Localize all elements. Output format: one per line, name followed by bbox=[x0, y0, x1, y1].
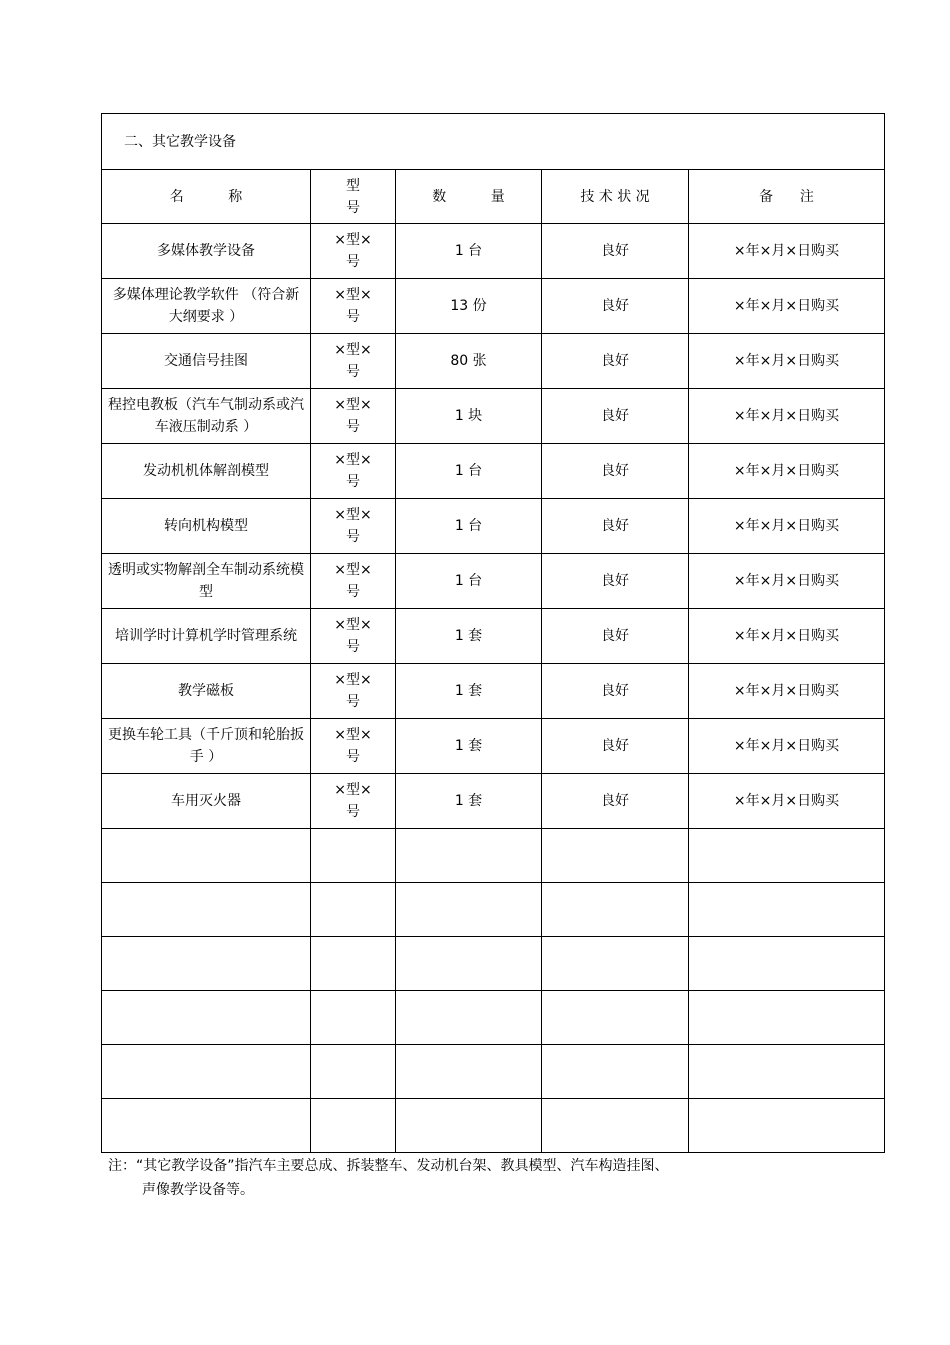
cell-quantity: 1 台 bbox=[396, 224, 542, 279]
cell-name: 发动机机体解剖模型 bbox=[102, 444, 311, 499]
cell-quantity: 13 份 bbox=[396, 279, 542, 334]
cell-name: 车用灭火器 bbox=[102, 774, 311, 829]
cell-status: 良好 bbox=[542, 389, 689, 444]
blank-cell bbox=[102, 991, 311, 1045]
section-title: 二、其它教学设备 bbox=[102, 114, 885, 170]
header-quantity: 数 量 bbox=[396, 170, 542, 224]
cell-model: ×型×号 bbox=[311, 279, 396, 334]
blank-cell bbox=[396, 829, 542, 883]
blank-cell bbox=[311, 1045, 396, 1099]
blank-cell bbox=[396, 1099, 542, 1153]
cell-model: ×型×号 bbox=[311, 774, 396, 829]
table-row bbox=[102, 664, 885, 719]
cell-quantity: 80 张 bbox=[396, 334, 542, 389]
footnote bbox=[108, 1154, 808, 1202]
cell-remark: ×年×月×日购买 bbox=[689, 334, 885, 389]
cell-remark: ×年×月×日购买 bbox=[689, 554, 885, 609]
cell-remark: ×年×月×日购买 bbox=[689, 774, 885, 829]
cell-name: 转向机构模型 bbox=[102, 499, 311, 554]
blank-cell bbox=[102, 1099, 311, 1153]
blank-cell bbox=[689, 883, 885, 937]
cell-status: 良好 bbox=[542, 664, 689, 719]
table-row bbox=[102, 279, 885, 334]
cell-name: 教学磁板 bbox=[102, 664, 311, 719]
blank-cell bbox=[689, 991, 885, 1045]
header-row bbox=[102, 170, 885, 224]
header-model-line2: 号 bbox=[346, 199, 360, 216]
table-row bbox=[102, 719, 885, 774]
blank-row bbox=[102, 829, 885, 883]
cell-remark: ×年×月×日购买 bbox=[689, 389, 885, 444]
cell-quantity: 1 套 bbox=[396, 719, 542, 774]
blank-cell bbox=[311, 1099, 396, 1153]
cell-status: 良好 bbox=[542, 444, 689, 499]
section-title-row bbox=[102, 114, 885, 170]
header-model bbox=[311, 170, 396, 224]
cell-quantity: 1 台 bbox=[396, 499, 542, 554]
footnote-line1: 注：“其它教学设备”指汽车主要总成、拆装整车、发动机台架、教具模型、汽车构造挂图、 bbox=[108, 1158, 669, 1174]
cell-name: 透明或实物解剖全车制动系统模型 bbox=[102, 554, 311, 609]
blank-cell bbox=[396, 991, 542, 1045]
cell-model: ×型×号 bbox=[311, 664, 396, 719]
cell-quantity: 1 台 bbox=[396, 554, 542, 609]
cell-quantity: 1 套 bbox=[396, 664, 542, 719]
table-row bbox=[102, 609, 885, 664]
cell-model: ×型×号 bbox=[311, 444, 396, 499]
blank-cell bbox=[689, 1099, 885, 1153]
blank-row bbox=[102, 991, 885, 1045]
blank-cell bbox=[689, 829, 885, 883]
cell-remark: ×年×月×日购买 bbox=[689, 664, 885, 719]
cell-remark: ×年×月×日购买 bbox=[689, 444, 885, 499]
equipment-table bbox=[101, 113, 885, 1153]
cell-name: 培训学时计算机学时管理系统 bbox=[102, 609, 311, 664]
cell-remark: ×年×月×日购买 bbox=[689, 224, 885, 279]
header-status: 技 术 状 况 bbox=[542, 170, 689, 224]
blank-cell bbox=[689, 1045, 885, 1099]
header-name: 名 称 bbox=[102, 170, 311, 224]
blank-row bbox=[102, 937, 885, 991]
blank-cell bbox=[396, 883, 542, 937]
blank-cell bbox=[311, 937, 396, 991]
cell-quantity: 1 套 bbox=[396, 774, 542, 829]
cell-status: 良好 bbox=[542, 719, 689, 774]
blank-cell bbox=[396, 937, 542, 991]
cell-name: 多媒体教学设备 bbox=[102, 224, 311, 279]
table-row bbox=[102, 499, 885, 554]
blank-row bbox=[102, 883, 885, 937]
blank-cell bbox=[542, 883, 689, 937]
cell-status: 良好 bbox=[542, 224, 689, 279]
blank-cell bbox=[311, 883, 396, 937]
blank-row bbox=[102, 1099, 885, 1153]
blank-cell bbox=[102, 937, 311, 991]
cell-name: 多媒体理论教学软件 （符合新大纲要求 ） bbox=[102, 279, 311, 334]
cell-model: ×型×号 bbox=[311, 554, 396, 609]
header-model-line1: 型 bbox=[346, 177, 360, 194]
cell-quantity: 1 台 bbox=[396, 444, 542, 499]
cell-model: ×型×号 bbox=[311, 499, 396, 554]
cell-quantity: 1 块 bbox=[396, 389, 542, 444]
cell-name: 更换车轮工具（千斤顶和轮胎扳手 ） bbox=[102, 719, 311, 774]
cell-remark: ×年×月×日购买 bbox=[689, 279, 885, 334]
blank-cell bbox=[102, 883, 311, 937]
cell-model: ×型×号 bbox=[311, 719, 396, 774]
cell-quantity: 1 套 bbox=[396, 609, 542, 664]
blank-cell bbox=[542, 991, 689, 1045]
blank-cell bbox=[542, 829, 689, 883]
cell-remark: ×年×月×日购买 bbox=[689, 719, 885, 774]
table-row bbox=[102, 554, 885, 609]
blank-cell bbox=[396, 1045, 542, 1099]
blank-cell bbox=[311, 991, 396, 1045]
cell-model: ×型×号 bbox=[311, 224, 396, 279]
cell-model: ×型×号 bbox=[311, 334, 396, 389]
table-row bbox=[102, 334, 885, 389]
blank-cell bbox=[102, 1045, 311, 1099]
cell-name: 程控电教板（汽车气制动系或汽车液压制动系 ） bbox=[102, 389, 311, 444]
footnote-line2: 声像教学设备等。 bbox=[142, 1182, 254, 1198]
cell-status: 良好 bbox=[542, 774, 689, 829]
cell-remark: ×年×月×日购买 bbox=[689, 609, 885, 664]
header-remark: 备 注 bbox=[689, 170, 885, 224]
cell-model: ×型×号 bbox=[311, 609, 396, 664]
blank-cell bbox=[102, 829, 311, 883]
table-row bbox=[102, 389, 885, 444]
cell-status: 良好 bbox=[542, 554, 689, 609]
blank-cell bbox=[542, 937, 689, 991]
blank-cell bbox=[311, 829, 396, 883]
table-row bbox=[102, 444, 885, 499]
blank-cell bbox=[542, 1045, 689, 1099]
table-row bbox=[102, 774, 885, 829]
cell-name: 交通信号挂图 bbox=[102, 334, 311, 389]
blank-cell bbox=[542, 1099, 689, 1153]
cell-status: 良好 bbox=[542, 499, 689, 554]
cell-remark: ×年×月×日购买 bbox=[689, 499, 885, 554]
cell-status: 良好 bbox=[542, 334, 689, 389]
table-row bbox=[102, 224, 885, 279]
cell-model: ×型×号 bbox=[311, 389, 396, 444]
blank-row bbox=[102, 1045, 885, 1099]
cell-status: 良好 bbox=[542, 609, 689, 664]
cell-status: 良好 bbox=[542, 279, 689, 334]
blank-cell bbox=[689, 937, 885, 991]
